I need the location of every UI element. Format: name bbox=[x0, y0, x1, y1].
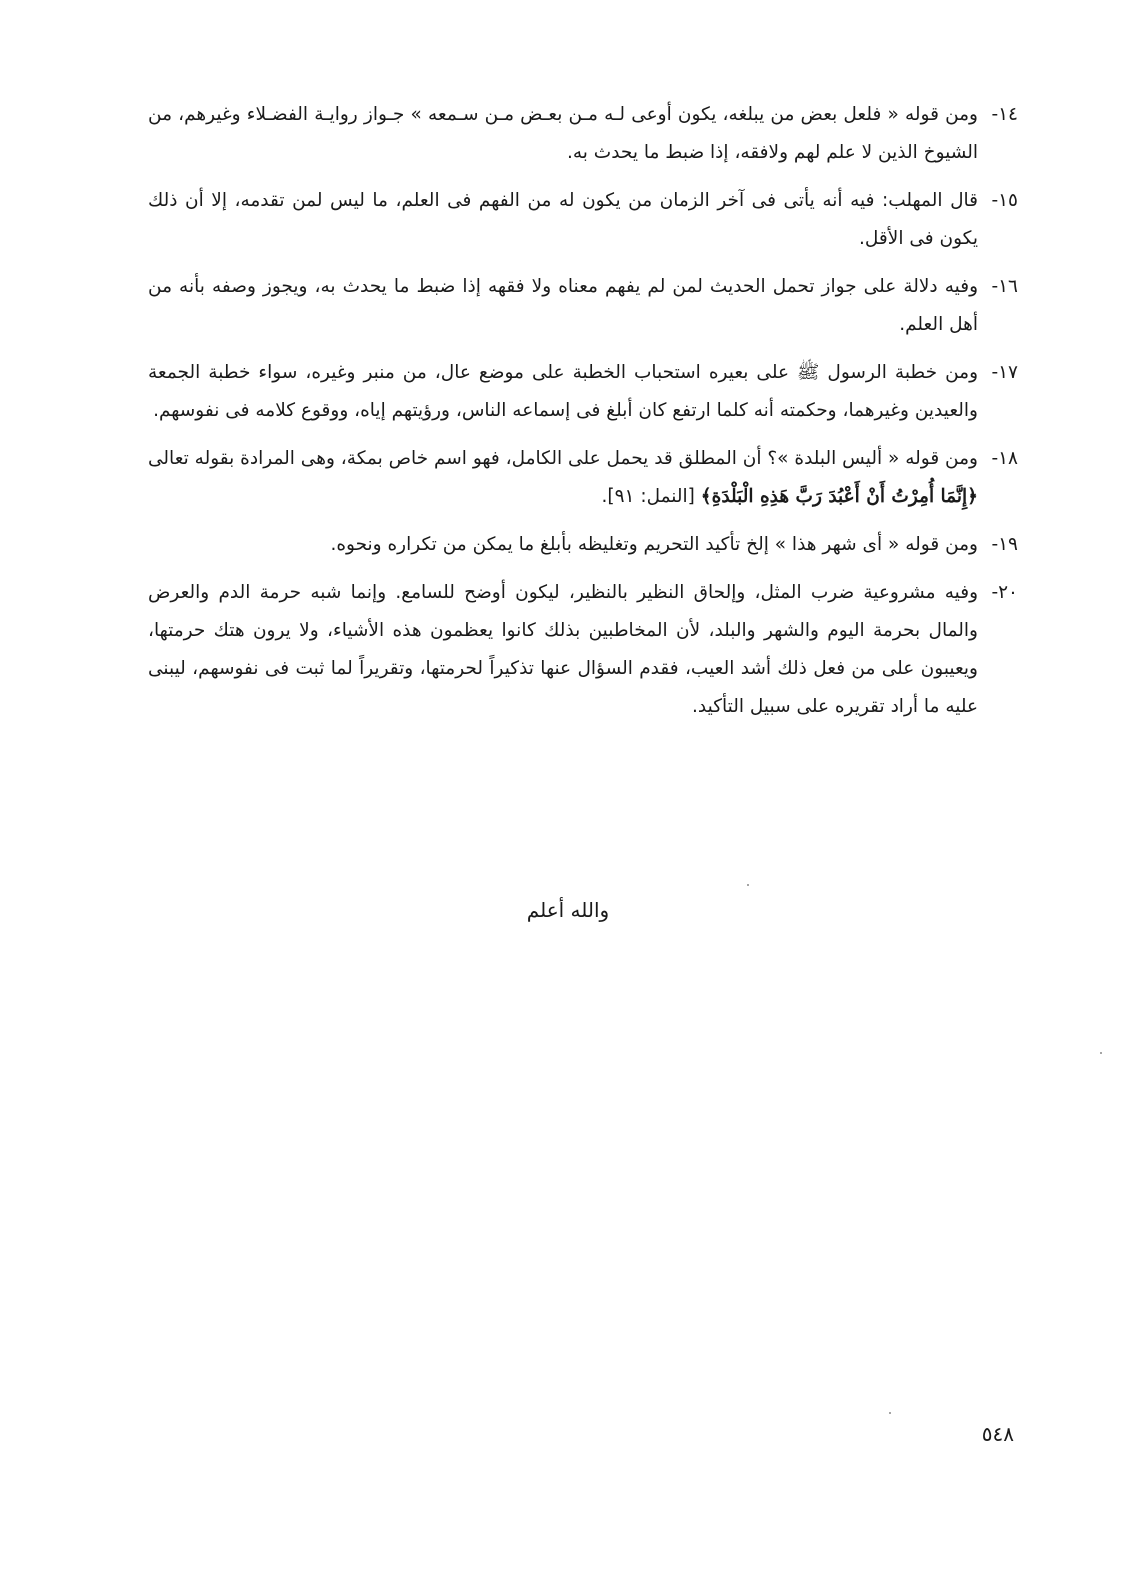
list-item bbox=[148, 268, 1018, 344]
list-item bbox=[148, 440, 1018, 516]
closing-phrase: والله أعلم bbox=[526, 898, 610, 922]
item-text: ومن قوله « أى شهر هذا » إلخ تأكيد التحريم وتغليظه بأبلغ ما يمكن من تكراره ونحوه. bbox=[330, 534, 978, 555]
scan-speck bbox=[747, 884, 749, 886]
item-text: ومن خطبة الرسول ﷺ على بعيره استحباب الخطبة على موضع عال، من منبر وغيره، سواء خطبة الجمعة والعيدين وغيرهما، وحكمته أنه كلما ارتفع كان أبلغ فى إسماعه الناس، ورؤيتهم إياه، ووقوع كلامه فى نفوسهم. bbox=[148, 362, 978, 421]
list-item bbox=[148, 96, 1018, 172]
list-item bbox=[148, 574, 1018, 726]
item-number: ١٧- bbox=[991, 362, 1018, 383]
item-text: وفيه مشروعية ضرب المثل، وإلحاق النظير بالنظير، ليكون أوضح للسامع. وإنما شبه حرمة الدم والعرض والمال بحرمة اليوم والشهر والبلد، لأن المخاطبين بذلك كانوا يعظمون هذه الأشياء، ولا يرون هتك حرمتها، ويعيبون على من فعل ذلك أشد العيب، فقدم السؤال عنها تذكيراً لحرمتها، وتقريراً لما ثبت فى نفوسهم، ليبنى عليه ما أراد تقريره على سبيل التأكيد. bbox=[148, 582, 978, 717]
item-text: ومن قوله « فلعل بعض من يبلغه، يكون أوعى لـه مـن بعـض مـن سـمعه » جـواز روايـة الفضـلاء وغيرهم، من الشيوخ الذين لا علم لهم ولافقه، إذا ضبط ما يحدث به. bbox=[148, 104, 978, 163]
scan-speck bbox=[1100, 1052, 1102, 1054]
verse-citation: [النمل: ٩١]. bbox=[601, 486, 695, 507]
item-text: قال المهلب: فيه أنه يأتى فى آخر الزمان من يكون له من الفهم فى العلم، ما ليس لمن تقدمه، إلا أن ذلك يكون فى الأقل. bbox=[148, 190, 978, 249]
item-number: ١٤- bbox=[991, 104, 1018, 125]
item-number: ١٥- bbox=[991, 190, 1018, 211]
item-number: ١٩- bbox=[991, 534, 1018, 555]
list-item bbox=[148, 354, 1018, 430]
item-number: ١٦- bbox=[991, 276, 1018, 297]
quran-verse: ﴿إِنَّمَا أُمِرْتُ أَنْ أَعْبُدَ رَبَّ هَذِهِ الْبَلْدَةِ﴾ bbox=[700, 486, 978, 507]
page-number: ٥٤٨ bbox=[981, 1422, 1014, 1446]
item-number: ٢٠- bbox=[991, 582, 1018, 603]
item-text: وفيه دلالة على جواز تحمل الحديث لمن لم يفهم معناه ولا فقهه إذا ضبط ما يحدث به، ويجوز وصفه بأنه من أهل العلم. bbox=[148, 276, 978, 335]
list-item bbox=[148, 526, 1018, 564]
numbered-list bbox=[148, 96, 1018, 736]
item-number: ١٨- bbox=[991, 448, 1018, 469]
list-item bbox=[148, 182, 1018, 258]
scan-speck bbox=[889, 1412, 891, 1414]
item-text: ومن قوله « أليس البلدة »؟ أن المطلق قد يحمل على الكامل، فهو اسم خاص بمكة، وهى المرادة بقوله تعالى bbox=[148, 448, 978, 469]
